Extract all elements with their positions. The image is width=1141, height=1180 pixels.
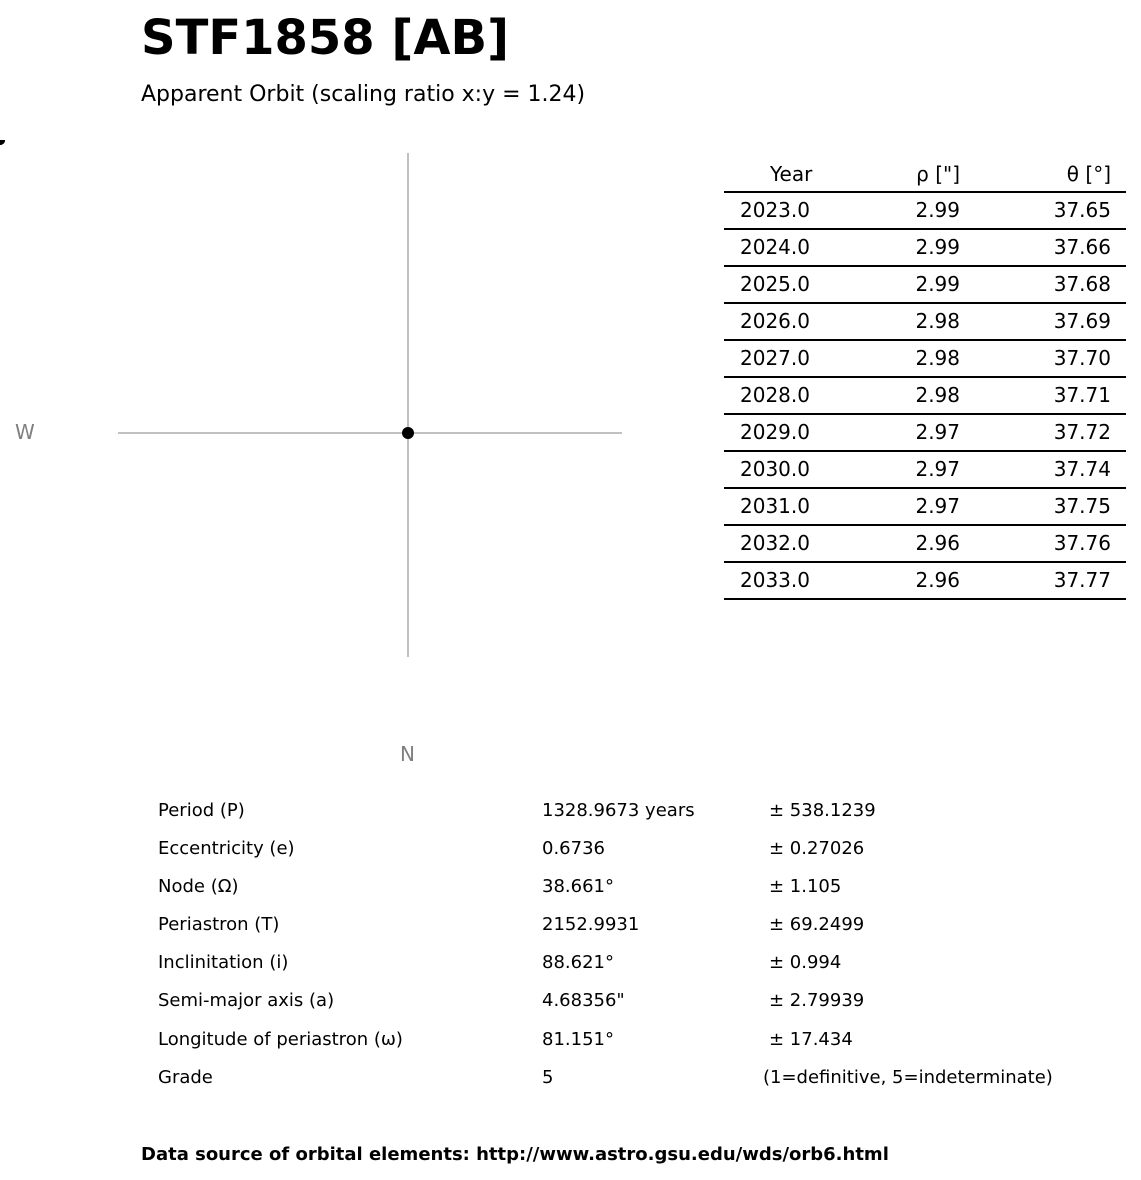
element-error: ± 0.994 — [769, 952, 842, 974]
cell-year: 2027.0 — [740, 346, 810, 370]
cell-year: 2023.0 — [740, 198, 810, 222]
west-label: W — [15, 420, 35, 444]
cell-rho: 2.98 — [915, 346, 960, 370]
element-error: ± 69.2499 — [769, 914, 865, 936]
element-value: 38.661° — [542, 876, 614, 898]
ephemeris-table — [724, 160, 1126, 600]
cell-theta: 37.65 — [1053, 198, 1111, 222]
cell-rho: 2.96 — [915, 531, 960, 555]
cell-rho: 2.98 — [915, 309, 960, 333]
cell-rho: 2.99 — [915, 272, 960, 296]
cell-theta: 37.75 — [1053, 494, 1111, 518]
table-row — [724, 230, 1126, 267]
cell-theta: 37.69 — [1053, 309, 1111, 333]
cell-rho: 2.96 — [915, 568, 960, 592]
element-name: Eccentricity (e) — [158, 838, 295, 860]
element-name: Longitude of periastron (ω) — [158, 1028, 403, 1050]
cell-year: 2024.0 — [740, 235, 810, 259]
element-name: Grade — [158, 1066, 213, 1088]
element-name: Node (Ω) — [158, 876, 239, 898]
cell-year: 2030.0 — [740, 457, 810, 481]
element-value: 88.621° — [542, 952, 614, 974]
north-label: N — [400, 742, 415, 766]
data-source-footer: Data source of orbital elements: http://www.astro.gsu.edu/wds/orb6.html — [141, 1144, 889, 1165]
header-year: Year — [770, 162, 813, 186]
element-error: ± 2.79939 — [769, 990, 865, 1012]
table-row — [724, 193, 1126, 230]
cell-rho: 2.98 — [915, 383, 960, 407]
cell-rho: 2.97 — [915, 494, 960, 518]
chart-subtitle: Apparent Orbit (scaling ratio x:y = 1.24) — [141, 82, 586, 107]
cell-rho: 2.99 — [915, 198, 960, 222]
table-row — [724, 563, 1126, 600]
cell-theta: 37.74 — [1053, 457, 1111, 481]
element-value: 1328.9673 years — [542, 800, 695, 821]
cell-theta: 37.66 — [1053, 235, 1111, 259]
header-rho: ρ ["] — [916, 162, 960, 186]
element-value: 2152.9931 — [542, 914, 640, 936]
cell-rho: 2.97 — [915, 420, 960, 444]
cell-year: 2031.0 — [740, 494, 810, 518]
element-error: ± 1.105 — [769, 876, 842, 898]
cell-theta: 37.76 — [1053, 531, 1111, 555]
table-row — [724, 452, 1126, 489]
cell-year: 2032.0 — [740, 531, 810, 555]
cell-theta: 37.68 — [1053, 272, 1111, 296]
table-row — [724, 526, 1126, 563]
element-value: 5 — [542, 1066, 554, 1088]
cell-theta: 37.72 — [1053, 420, 1111, 444]
element-name: Periastron (T) — [158, 914, 280, 936]
cell-theta: 37.77 — [1053, 568, 1111, 592]
element-error: ± 0.27026 — [769, 838, 865, 860]
element-name: Inclinitation (i) — [158, 952, 289, 974]
table-row — [724, 341, 1126, 378]
cell-year: 2033.0 — [740, 568, 810, 592]
cell-year: 2029.0 — [740, 420, 810, 444]
page-title: STF1858 [AB] — [141, 10, 510, 66]
cell-year: 2028.0 — [740, 383, 810, 407]
header-theta: θ [°] — [1066, 162, 1111, 186]
table-row — [724, 489, 1126, 526]
element-value: 0.6736 — [542, 838, 605, 860]
element-name: Semi-major axis (a) — [158, 990, 335, 1012]
epoch-marker — [0, 140, 5, 145]
element-error: (1=definitive, 5=indeterminate) — [763, 1066, 1053, 1088]
cell-rho: 2.99 — [915, 235, 960, 259]
cell-year: 2026.0 — [740, 309, 810, 333]
element-error: ± 17.434 — [769, 1028, 853, 1050]
table-header — [724, 160, 1126, 193]
element-value: 4.68356" — [542, 990, 625, 1012]
element-value: 81.151° — [542, 1028, 614, 1050]
cell-theta: 37.71 — [1053, 383, 1111, 407]
table-row — [724, 304, 1126, 341]
epoch-marks — [0, 140, 5, 145]
orbit-plot — [0, 140, 700, 680]
primary-star — [402, 427, 414, 439]
cell-year: 2025.0 — [740, 272, 810, 296]
cell-rho: 2.97 — [915, 457, 960, 481]
table-row — [724, 415, 1126, 452]
table-row — [724, 267, 1126, 304]
element-name: Period (P) — [158, 800, 245, 821]
element-error: ± 538.1239 — [769, 800, 876, 821]
cell-theta: 37.70 — [1053, 346, 1111, 370]
table-row — [724, 378, 1126, 415]
